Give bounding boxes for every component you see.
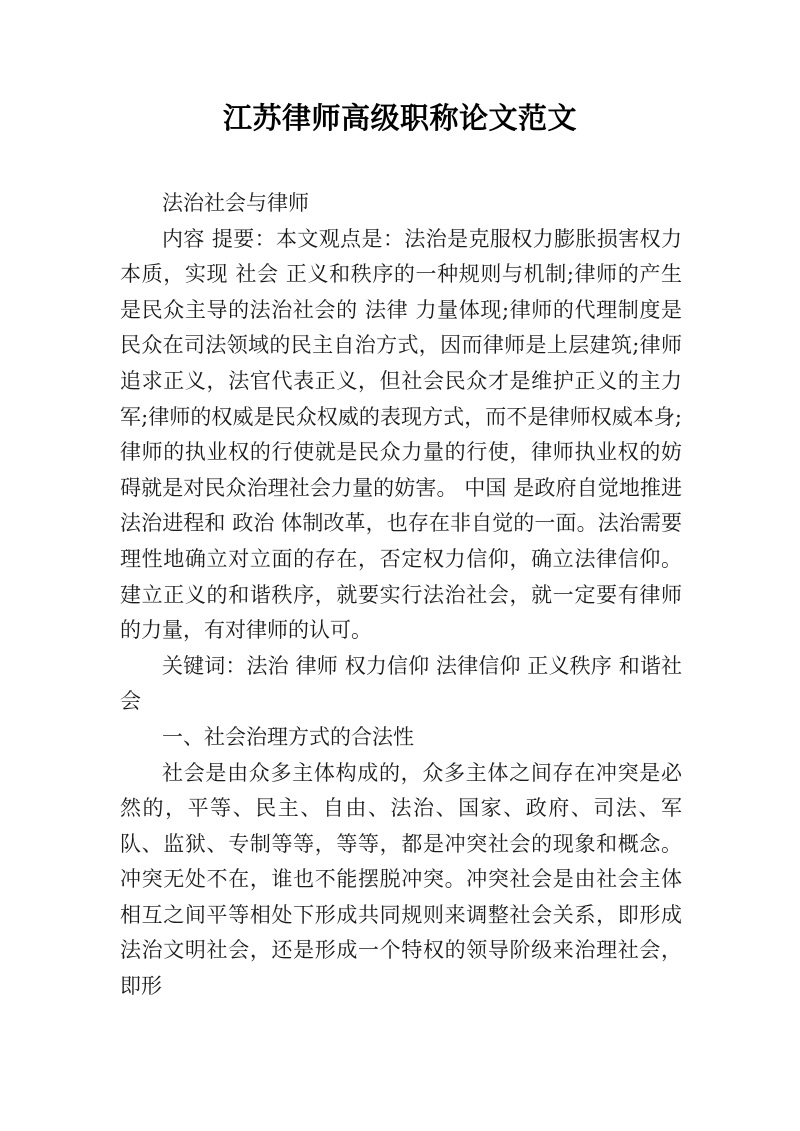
- abstract-paragraph: 内容 提要：本文观点是：法治是克服权力膨胀损害权力本质，实现 社会 正义和秩序的一种规则与机制;律师的产生是民众主导的法治社会的 法律 力量体现;律师的代理制度是民众在司法领域的民主自治方式，因而律师是上层建筑;律师追求正义，法官代表正义，但社会民众才是维护正义的主力军;律师的权威是民众权威的表现方式，而不是律师权威本身;律师的执业权的行使就是民众力量的行使，律师执业权的妨碍就是对民众治理社会力量的妨害。 中国 是政府自觉地推进法治进程和 政治 体制改革，也存在非自觉的一面。法治需要理性地确立对立面的存在，否定权力信仰，确立法律信仰。建立正义的和谐秩序，就要实行法治社会，就一定要有律师的力量，有对律师的认可。: [120, 226, 682, 643]
- section-heading: 法治社会与律师: [162, 191, 309, 215]
- body-paragraph: 社会是由众多主体构成的，众多主体之间存在冲突是必然的，平等、民主、自由、法治、国家、政府、司法、军队、监狱、专制等等，等等，都是冲突社会的现象和概念。冲突无处不在，谁也不能摆脱冲突。冲突社会是由社会主体相互之间平等相处下形成共同规则来调整社会关系，即形成法治文明社会，还是形成一个特权的领导阶级来治理社会，即形: [120, 760, 682, 999]
- document-body: [120, 186, 682, 1005]
- chapter-heading: 一、社会治理方式的合法性: [162, 724, 414, 749]
- keywords-paragraph: 关键词：法治 律师 权力信仰 法律信仰 正义秩序 和谐社会: [120, 653, 682, 714]
- document-title: 江苏律师高级职称论文范文: [222, 101, 577, 135]
